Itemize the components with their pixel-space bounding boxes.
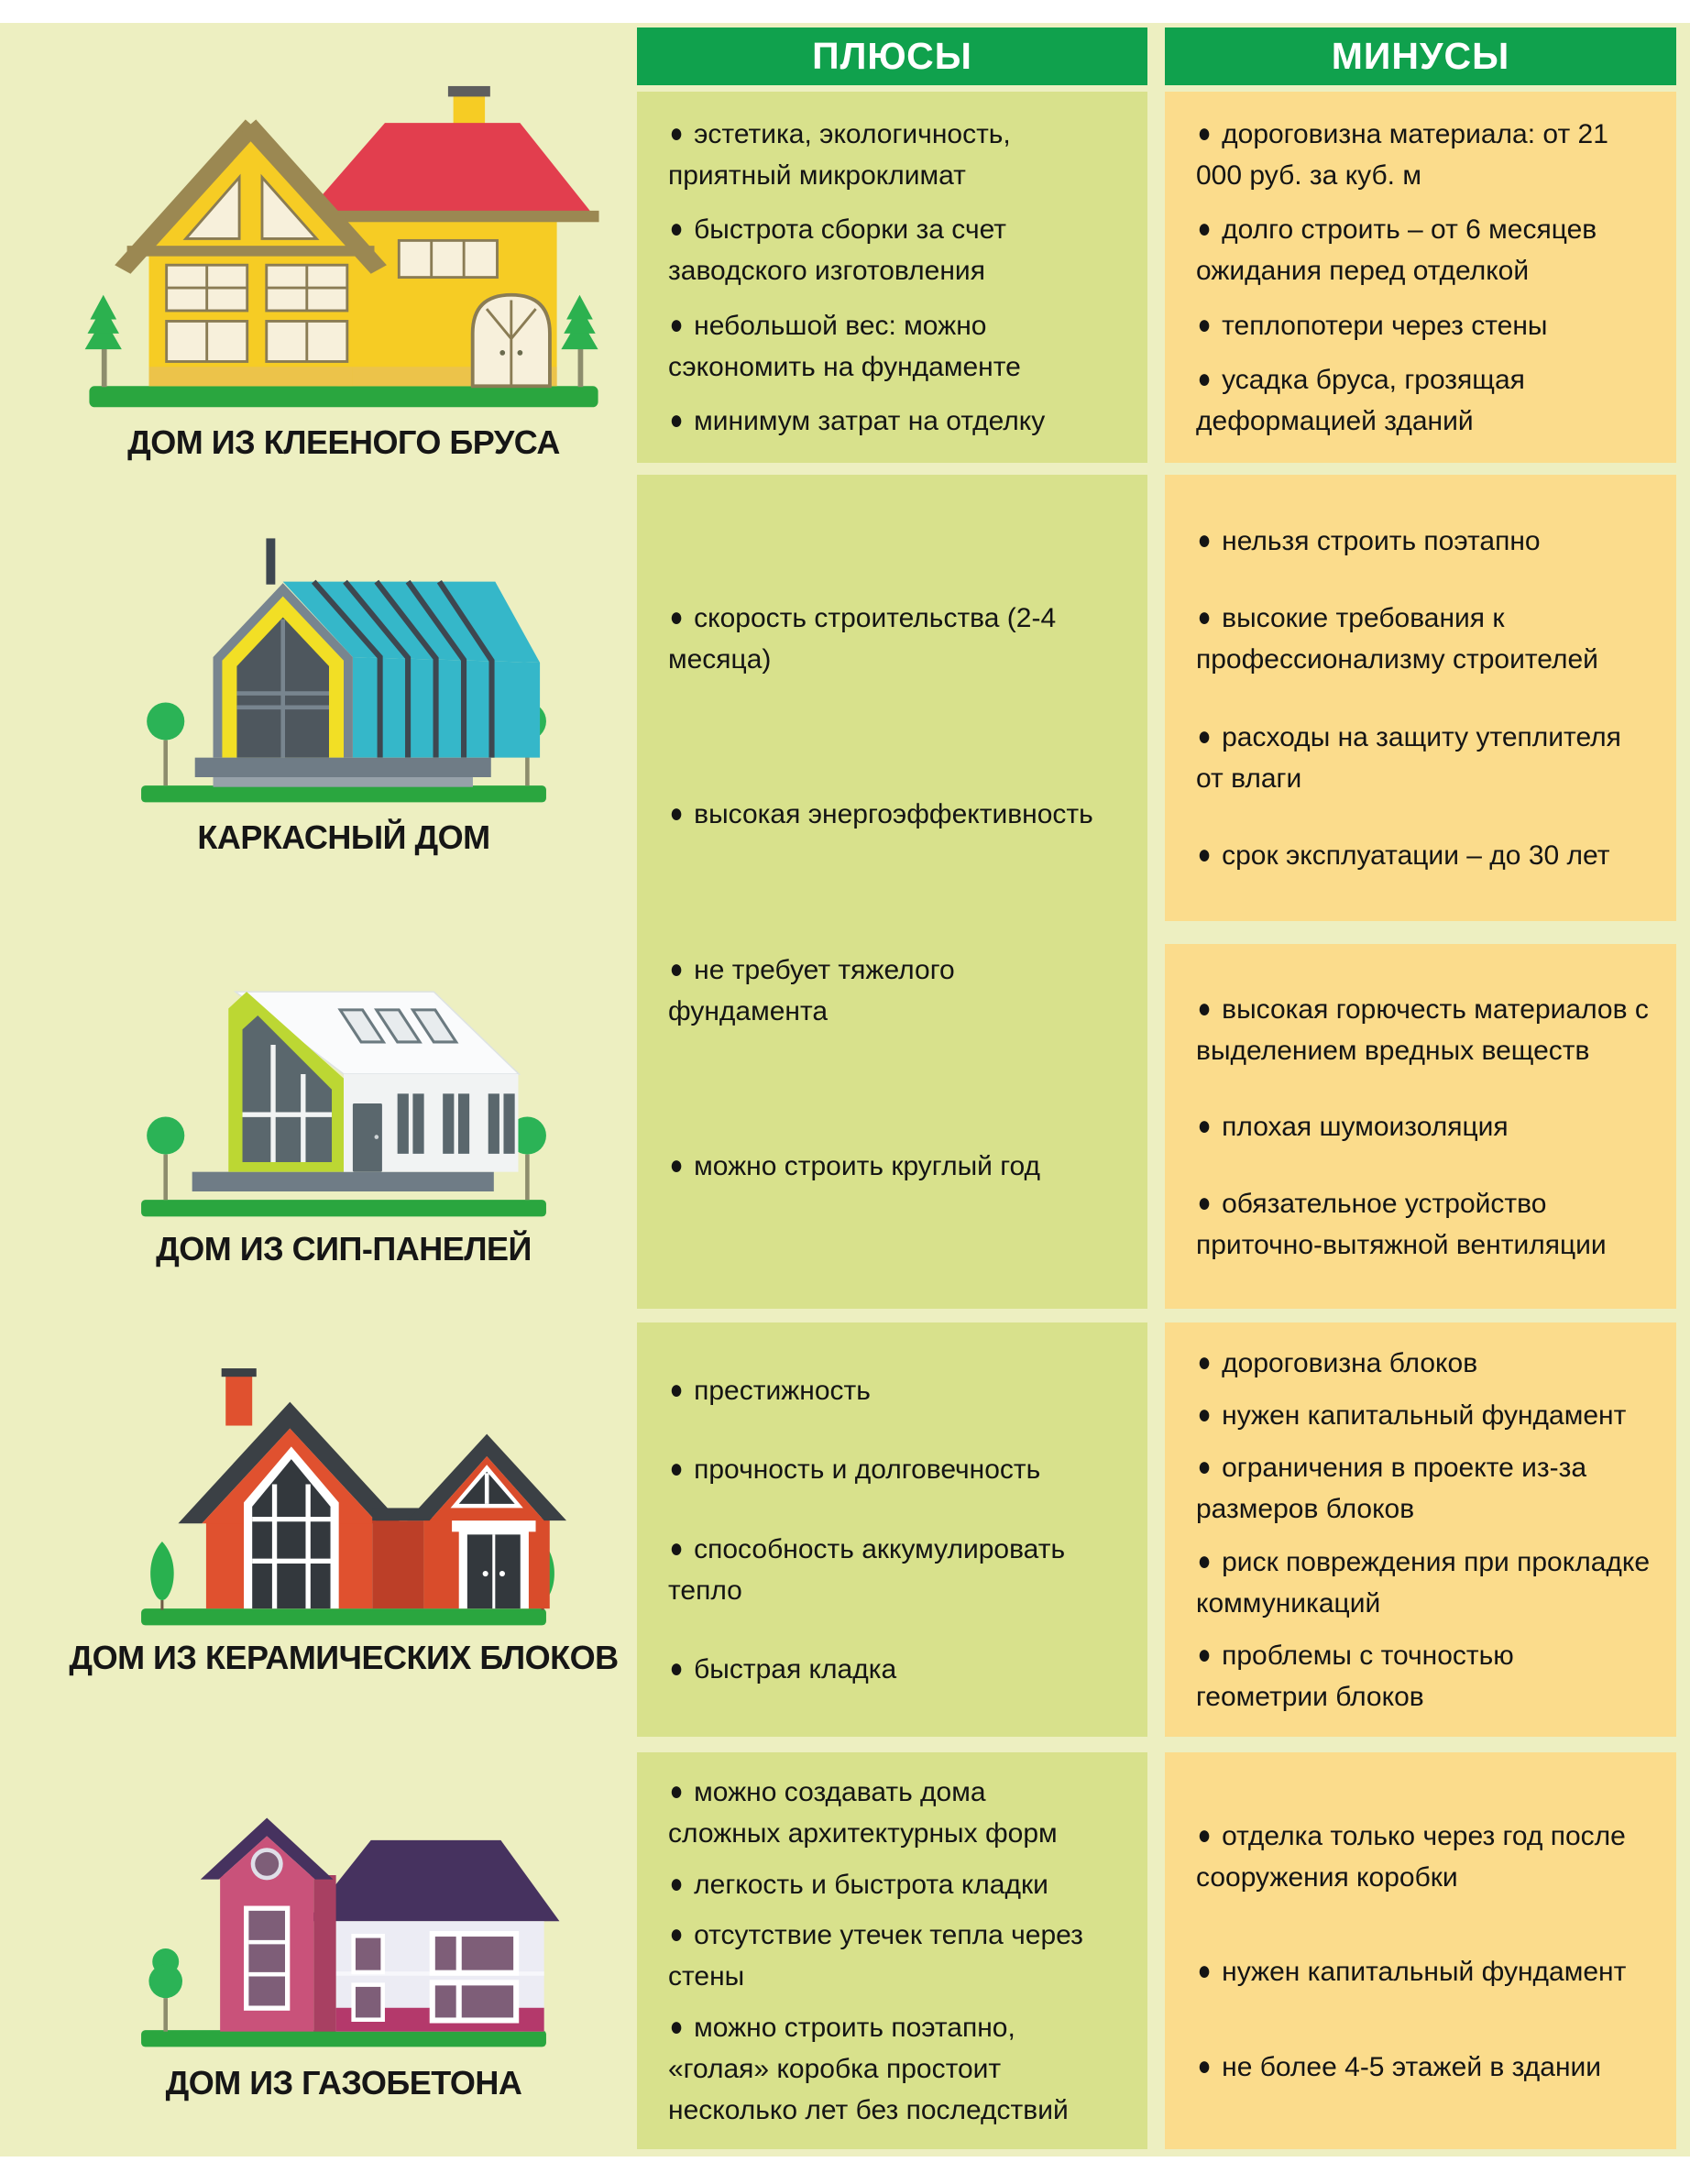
house-label-sip: ДОМ ИЗ СИП-ПАНЕЛЕЙ [156,1230,532,1268]
pros-cell-aerated [637,1752,1147,2149]
cons-cell-frame [1165,475,1676,921]
house-aerated-icon [64,1758,623,2051]
house-sip-icon [64,927,623,1221]
window [462,1985,513,2017]
window [412,1093,423,1154]
window [503,1093,514,1154]
cons-item: ● обязательное устройство приточно-вытяжной вентиляции [1196,1182,1652,1266]
roof [302,123,596,217]
platform [195,758,491,777]
pros-cell-frame-and-sip [637,475,1147,1309]
pros-item: ● отсутствие утечек тепла через стены [668,1914,1099,1997]
pros-item: ● можно строить круглый год [668,1145,1099,1187]
cons-item: ● усадка бруса, грозящая деформацией зданий [1196,358,1652,442]
window [435,1985,456,2017]
ground-strip [141,1608,546,1625]
window [398,1093,409,1154]
house-label-ceramic: ДОМ ИЗ КЕРАМИЧЕСКИХ БЛОКОВ [69,1639,619,1676]
cons-item: ● отделка только через год после сооружения коробки [1196,1815,1652,1898]
tree [147,702,184,785]
cons-column-header: МИНУСЫ [1165,27,1676,85]
cons-item: ● не более 4-5 этажей в здании [1196,2046,1652,2088]
cons-cell-ceramic [1165,1322,1676,1737]
pros-item: ● не требует тяжелого фундамента [668,949,1099,1032]
window [435,1937,456,1970]
cons-cell-sip [1165,944,1676,1309]
house-body [115,86,598,386]
tower-side [313,1875,335,2032]
pros-cell-ceramic [637,1322,1147,1737]
cons-item: ● риск повреждения при прокладке коммуникаций [1196,1541,1652,1624]
house-ceramic-icon [64,1336,623,1630]
house-label-glued-timber: ДОМ ИЗ КЛЕЕНОГО БРУСА [127,423,560,461]
pros-item: ● быстрая кладка [668,1648,1099,1690]
cons-item: ● ограничения в проекте из-за размеров блоков [1196,1446,1652,1530]
window [443,1093,454,1154]
pros-item: ● легкость и быстрота кладки [668,1863,1099,1905]
window [458,1093,469,1154]
cons-item: ● нужен капитальный фундамент [1196,1394,1652,1436]
cons-item: ● высокие требования к профессионализму строителей [1196,597,1652,680]
pros-cell-glued-timber [637,92,1147,463]
pros-item: ● прочность и долговечность [668,1448,1099,1490]
roof [307,1840,560,1921]
cons-item: ● дороговизна материала: от 21 000 руб. за куб. м [1196,113,1652,196]
ground-strip [89,386,598,407]
pros-column-header: ПЛЮСЫ [637,27,1147,85]
tree [150,1542,174,1610]
pros-item: ● престижность [668,1369,1099,1411]
cons-item: ● теплопотери через стены [1196,304,1652,346]
pros-item: ● способность аккумулировать тепло [668,1528,1099,1611]
pros-item: ● можно строить поэтапно, «голая» коробка простоит несколько лет без последствий [668,2006,1099,2131]
cons-item: ● дороговизна блоков [1196,1342,1652,1384]
tree [85,295,122,388]
pros-item: ● минимум затрат на отделку [668,400,1099,442]
tree [148,1948,182,2032]
house-body [178,1368,566,1608]
house-sip-panels-illustration [64,927,623,1221]
window [488,1093,499,1154]
ground-strip [141,2030,546,2047]
cons-cell-aerated [1165,1752,1676,2149]
tree [561,295,598,388]
ground-strip [141,785,546,802]
house-glued-timber-icon [64,44,623,412]
house-body [195,538,540,786]
cons-item: ● срок эксплуатации – до 30 лет [1196,834,1652,876]
cons-item: ● расходы на защиту утеплителя от влаги [1196,716,1652,799]
house-aerated-concrete-illustration [64,1758,623,2051]
cons-cell-glued-timber [1165,92,1676,463]
window [356,1987,380,2018]
pros-item: ● эстетика, экологичность, приятный микроклимат [668,113,1099,196]
window [399,240,497,277]
platform [192,1172,494,1191]
house-frame-illustration [64,513,623,807]
cons-item: ● долго строить – от 6 месяцев ожидания перед отделкой [1196,208,1652,291]
tree [147,1116,184,1200]
house-body [192,992,520,1191]
house-glued-timber-illustration [64,44,623,412]
cons-item: ● плохая шумоизоляция [1196,1105,1652,1147]
house-label-frame: КАРКАСНЫЙ ДОМ [197,818,490,856]
cons-item: ● нужен капитальный фундамент [1196,1950,1652,1992]
cons-item: ● нельзя строить поэтапно [1196,520,1652,562]
pros-item: ● можно создавать дома сложных архитектурных форм [668,1771,1099,1854]
cons-item: ● проблемы с точностью геометрии блоков [1196,1634,1652,1718]
window [462,1937,513,1970]
house-frame-icon [64,513,623,807]
pros-item: ● небольшой вес: можно сэкономить на фундаменте [668,304,1099,388]
house-body [201,1818,560,2032]
house-label-aerated: ДОМ ИЗ ГАЗОБЕТОНА [165,2064,522,2102]
round-window [253,1850,280,1878]
chimney [266,538,275,584]
window [356,1938,380,1970]
pros-item: ● быстрота сборки за счет заводского изготовления [668,208,1099,291]
house-ceramic-blocks-illustration [64,1336,623,1630]
ground-strip [141,1200,546,1216]
window [248,1911,285,2006]
cons-item: ● высокая горючесть материалов с выделением вредных веществ [1196,988,1652,1071]
pros-item: ● скорость строительства (2-4 месяца) [668,597,1099,680]
chimney [225,1376,252,1426]
pros-item: ● высокая энергоэффективность [668,793,1099,835]
